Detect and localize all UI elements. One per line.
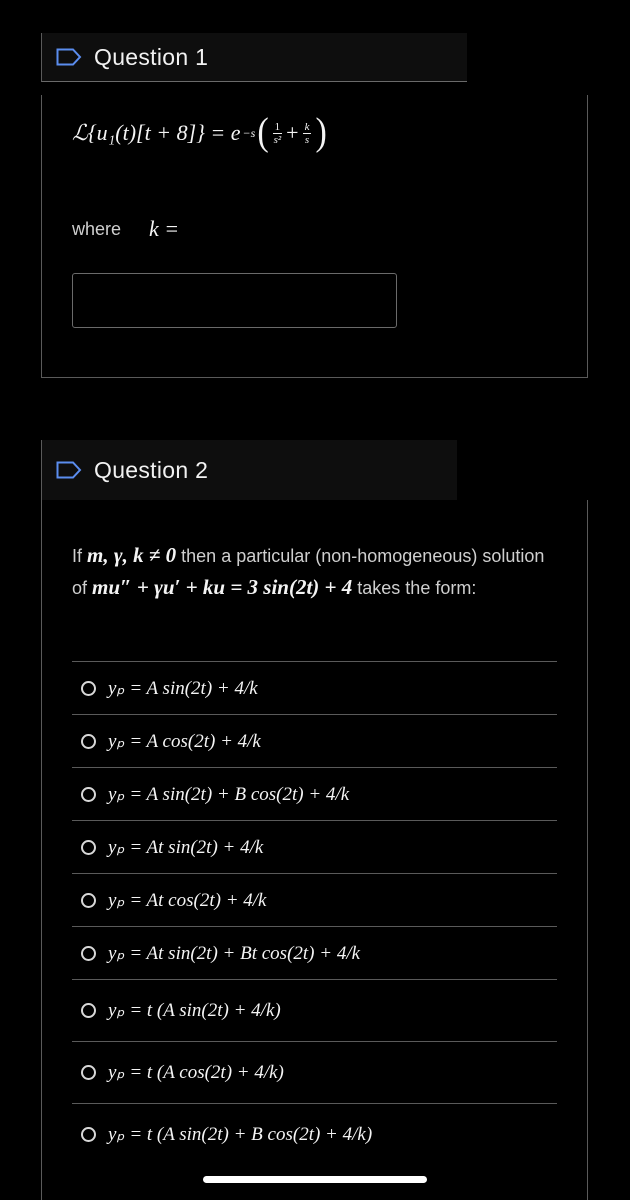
fraction-2 (303, 121, 312, 146)
plus-sign: + (286, 120, 299, 145)
radio-button[interactable] (81, 1065, 96, 1080)
option-9[interactable] (72, 1103, 557, 1165)
option-7[interactable] (72, 979, 557, 1041)
option-label: yₚ = At cos(2t) + 4/k (108, 889, 267, 911)
radio-button[interactable] (81, 681, 96, 696)
option-label: yₚ = At sin(2t) + 4/k (108, 836, 264, 858)
home-indicator[interactable] (203, 1176, 427, 1183)
prompt-if: If (72, 546, 83, 566)
k-equals-label: k = (149, 216, 180, 241)
answer-options (72, 661, 557, 1165)
radio-button[interactable] (81, 946, 96, 961)
question-1-header (41, 33, 467, 82)
paren-close: ) (315, 111, 327, 154)
question-2-header (41, 440, 457, 501)
flag-icon[interactable] (56, 48, 82, 66)
where-label: where (72, 218, 122, 239)
option-label: yₚ = t (A cos(2t) + 4/k) (108, 1062, 284, 1083)
prompt-condition: m, γ, k ≠ 0 (87, 543, 177, 567)
laplace-equation (72, 111, 327, 154)
option-label: yₚ = t (A sin(2t) + B cos(2t) + 4/k) (108, 1124, 373, 1145)
option-3[interactable] (72, 767, 557, 820)
fraction-2-den: s (304, 133, 310, 146)
radio-button[interactable] (81, 1003, 96, 1018)
prompt-takes: takes the form: (357, 578, 477, 598)
prompt-then: then a particular (non-homogeneous) solution of (72, 546, 545, 598)
radio-button[interactable] (81, 787, 96, 802)
option-1[interactable] (72, 661, 557, 714)
option-8[interactable] (72, 1041, 557, 1103)
paren-open: ( (257, 111, 269, 154)
radio-button[interactable] (81, 893, 96, 908)
option-label: yₚ = At sin(2t) + Bt cos(2t) + 4/k (108, 942, 361, 964)
option-2[interactable] (72, 714, 557, 767)
equation-lhs: ℒ{u₁(t)[t + 8]} = e (72, 120, 241, 145)
fraction-1-num: 1 (274, 120, 281, 133)
equation-exponent: −s (242, 125, 256, 140)
prompt-equation: mu″ + γu′ + ku = 3 sin(2t) + 4 (92, 575, 353, 599)
option-label: yₚ = A sin(2t) + 4/k (108, 677, 258, 699)
question-2-prompt (72, 540, 562, 604)
fraction-2-num: k (304, 120, 310, 133)
radio-button[interactable] (81, 734, 96, 749)
option-label: yₚ = t (A sin(2t) + 4/k) (108, 1000, 281, 1021)
option-5[interactable] (72, 873, 557, 926)
flag-icon[interactable] (56, 461, 82, 479)
question-2-title: Question 2 (94, 456, 209, 483)
k-answer-input[interactable] (72, 273, 397, 328)
option-6[interactable] (72, 926, 557, 979)
question-1-title: Question 1 (94, 43, 209, 70)
radio-button[interactable] (81, 1127, 96, 1142)
where-row (72, 216, 179, 242)
fraction-1-den: s² (273, 133, 282, 146)
option-label: yₚ = A sin(2t) + B cos(2t) + 4/k (108, 783, 350, 805)
radio-button[interactable] (81, 840, 96, 855)
option-4[interactable] (72, 820, 557, 873)
fraction-1 (273, 121, 283, 146)
option-label: yₚ = A cos(2t) + 4/k (108, 730, 261, 752)
